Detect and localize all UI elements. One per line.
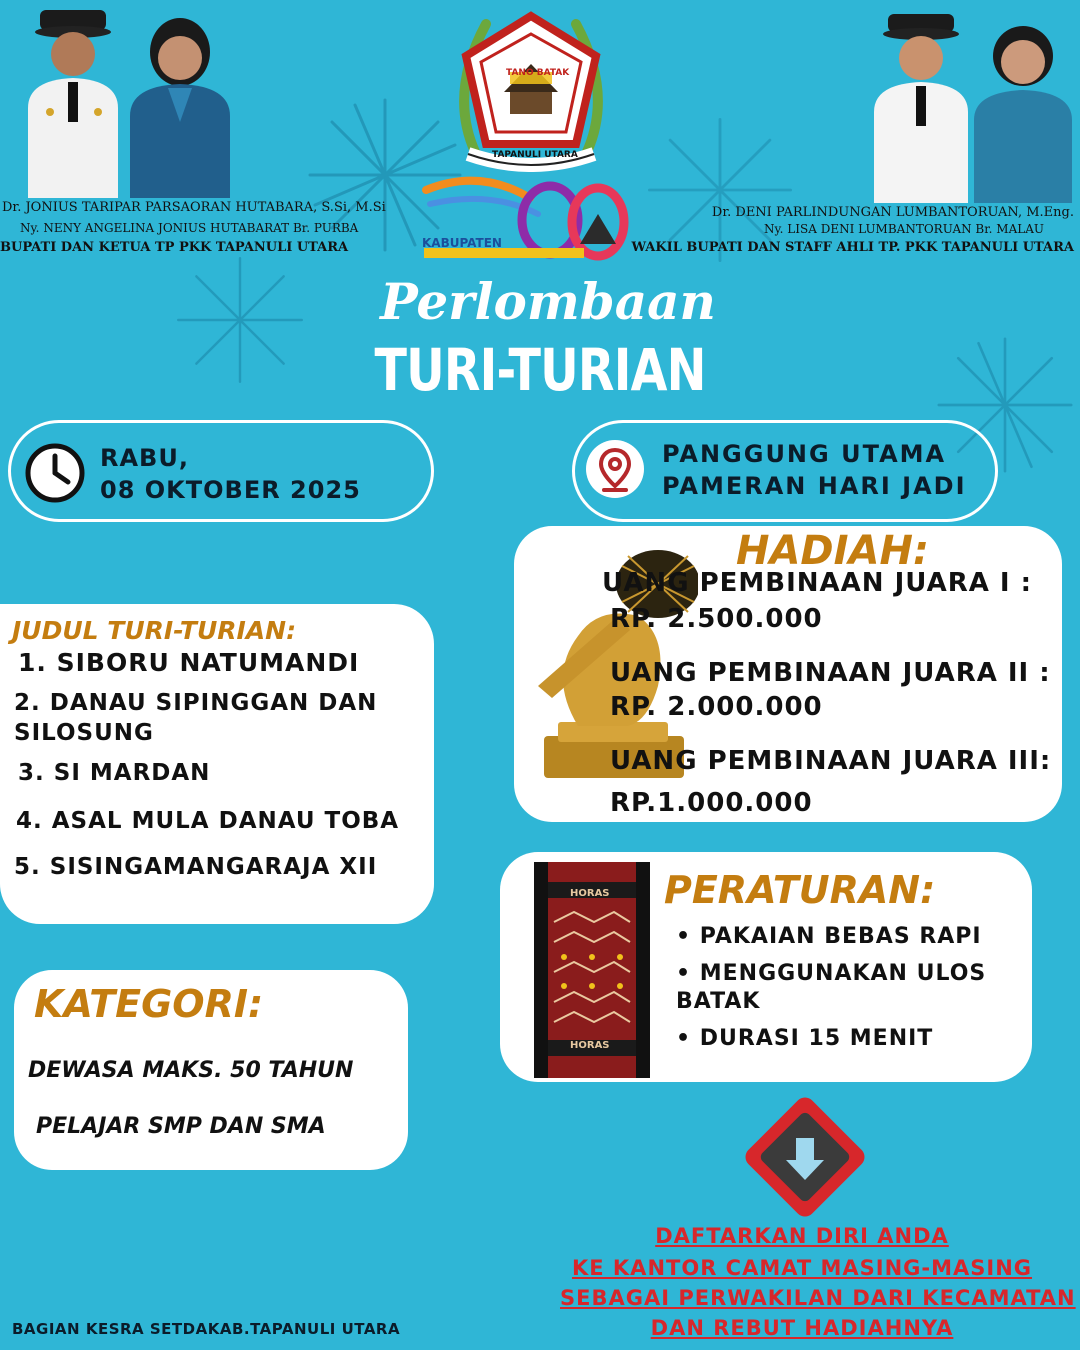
wakil-bupati-photo xyxy=(866,8,976,203)
bupati-photo xyxy=(18,8,128,198)
story-item-5: 5. SISINGAMANGARAJA XII xyxy=(14,854,378,880)
rule-item-1-text: PAKAIAN BEBAS RAPI xyxy=(699,924,982,949)
staff-ahli-name: Ny. LISA DENI LUMBANTORUAN Br. MALAU xyxy=(763,222,1044,236)
ketua-pkk-photo xyxy=(120,12,240,198)
download-arrow-icon[interactable] xyxy=(734,1086,876,1228)
category-heading: KATEGORI: xyxy=(34,982,264,1026)
rule-item-2-text: MENGGUNAKAN ULOS BATAK xyxy=(676,961,987,1014)
location-line2: PAMERAN HARI JADI xyxy=(662,472,967,500)
emblem-ribbon-text: TAPANULI UTARA xyxy=(492,150,578,160)
left-officials-role: BUPATI DAN KETUA TP PKK TAPANULI UTARA xyxy=(0,240,349,255)
date-full: 08 OKTOBER 2025 xyxy=(100,476,361,504)
ketua-pkk-name: Ny. NENY ANGELINA JONIUS HUTABARAT Br. PURBA xyxy=(20,221,359,235)
prize-1-label: UANG PEMBINAAN JUARA I : xyxy=(602,568,1033,598)
story-item-4: 4. ASAL MULA DANAU TOBA xyxy=(16,808,400,834)
anniversary-word: KABUPATEN xyxy=(422,236,502,250)
category-item-1: DEWASA MAKS. 50 TAHUN xyxy=(28,1058,354,1083)
cta-line-1[interactable]: DAFTARKAN DIRI ANDA xyxy=(655,1224,949,1248)
clock-icon xyxy=(24,442,86,504)
prize-3-label: UANG PEMBINAAN JUARA III: xyxy=(610,746,1052,776)
prize-2-label: UANG PEMBINAAN JUARA II : xyxy=(610,658,1051,688)
right-officials-role: WAKIL BUPATI DAN STAFF AHLI TP. PKK TAPANULI UTARA xyxy=(631,240,1074,255)
story-item-2: 2. DANAU SIPINGGAN DAN SILOSUNG xyxy=(14,690,378,746)
wakil-bupati-name: Dr. DENI PARLINDUNGAN LUMBANTORUAN, M.Eng. xyxy=(711,205,1074,220)
location-line1: PANGGUNG UTAMA xyxy=(662,440,947,468)
prize-2-amount: RP. 2.000.000 xyxy=(610,692,823,722)
staff-ahli-photo xyxy=(968,18,1078,203)
story-item-3: 3. SI MARDAN xyxy=(18,760,211,786)
story-item-1: 1. SIBORU NATUMANDI xyxy=(18,648,360,677)
map-pin-icon xyxy=(584,438,646,500)
anniversary-80-logo xyxy=(420,170,640,266)
date-day: RABU, xyxy=(100,444,189,472)
rules-heading: PERATURAN: xyxy=(664,868,936,912)
ulos-text-top: HORAS xyxy=(570,888,610,899)
stories-heading: JUDUL TURI-TURIAN: xyxy=(12,616,297,645)
rule-item-2: • MENGGUNAKAN ULOS BATAK xyxy=(676,961,987,1014)
prize-1-amount: RP. 2.500.000 xyxy=(610,604,823,634)
category-item-2: PELAJAR SMP DAN SMA xyxy=(36,1114,326,1139)
title-main: TURI-TURIAN xyxy=(374,336,706,404)
cta-line-4[interactable]: DAN REBUT HADIAHNYA xyxy=(650,1316,954,1340)
rule-item-1: • PAKAIAN BEBAS RAPI xyxy=(676,924,982,949)
title-script: Perlombaan xyxy=(380,272,716,331)
cta-line-2[interactable]: KE KANTOR CAMAT MASING-MASING xyxy=(571,1256,1033,1280)
bupati-name: Dr. JONIUS TARIPAR PARSAORAN HUTABARA, S.Si, M.Si xyxy=(2,200,386,215)
emblem-banner-text: TANO BATAK xyxy=(506,68,570,78)
prize-3-amount: RP.1.000.000 xyxy=(610,788,813,818)
rule-item-3: • DURASI 15 MENIT xyxy=(676,1026,934,1051)
footer-credit: BAGIAN KESRA SETDAKAB.TAPANULI UTARA xyxy=(12,1320,401,1338)
tapanuli-utara-emblem xyxy=(446,4,616,172)
ulos-text-bottom: HORAS xyxy=(570,1040,610,1051)
prizes-heading: HADIAH: xyxy=(736,528,929,574)
rule-item-3-text: DURASI 15 MENIT xyxy=(699,1026,934,1051)
cta-line-3[interactable]: SEBAGAI PERWAKILAN DARI KECAMATAN xyxy=(560,1286,1076,1310)
